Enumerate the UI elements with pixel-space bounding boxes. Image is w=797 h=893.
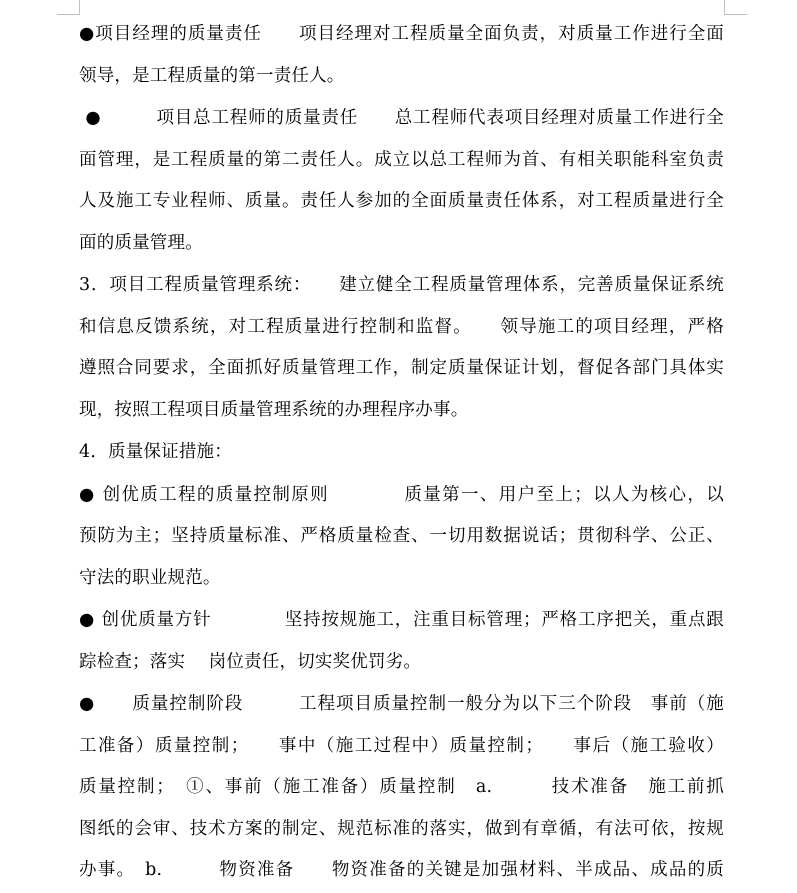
paragraph-quality-control-stages (79, 684, 724, 892)
text-line: 面的质量管理。 (79, 232, 203, 253)
text-line: 现，按照工程项目质量管理系统的办理程序办事。 (79, 399, 469, 420)
paragraph-chief-engineer-responsibility (79, 98, 724, 264)
section-heading: 4．质量保证措施： (79, 442, 232, 462)
text-line: 办事。 b. 物资准备 物资准备的关键是加强材料、半成品、成品的质 (79, 860, 724, 880)
text-line: 和信息反馈系统，对工程质量进行控制和监督。 领导施工的项目经理，严格 (79, 316, 724, 337)
text-line: ● 创优质量方针 坚持按规施工，注重目标管理；严格工序把关，重点跟 (79, 610, 724, 630)
text-line: 踪检查；落实 岗位责任，切实奖优罚劣。 (79, 651, 422, 672)
text-line: 人及施工专业程师、质量。责任人参加的全面质量责任体系，对工程质量进行全 (79, 191, 724, 211)
crop-mark-top-left (57, 0, 80, 15)
paragraph-quality-management-system (79, 265, 724, 431)
text-line: ● 质量控制阶段 工程项目质量控制一般分为以下三个阶段 事前（施 (79, 694, 724, 714)
text-line: ● 项目总工程师的质量责任 总工程师代表项目经理对质量工作进行全 (79, 108, 724, 128)
paragraph-project-manager-responsibility (79, 14, 724, 97)
paragraph-quality-assurance-heading (79, 432, 724, 474)
text-line: 工准备）质量控制； 事中（施工过程中）质量控制； 事后（施工验收） (79, 735, 724, 756)
text-line: ●项目经理的质量责任 项目经理对工程质量全面负责，对质量工作进行全面 (79, 24, 724, 44)
text-line: 质量控制； ①、事前（施工准备）质量控制 a. 技术准备 施工前抓 (79, 777, 724, 797)
text-line: ● 创优质工程的质量控制原则 质量第一、用户至上；以人为核心，以 (79, 484, 724, 505)
text-line: 图纸的会审、技术方案的制定、规范标准的落实，做到有章循，有法可依，按规 (79, 818, 724, 839)
text-line: 领导，是工程质量的第一责任人。 (79, 65, 345, 86)
paragraph-quality-policy (79, 600, 724, 683)
text-line: 预防为主；坚持质量标准、严格质量检查、一切用数据说话；贯彻科学、公正、 (79, 526, 724, 546)
text-line: 面管理，是工程质量的第二责任人。成立以总工程师为首、有相关职能科室负责 (79, 149, 724, 170)
text-line: 3．项目工程质量管理系统： 建立健全工程质量管理体系，完善质量保证系统 (79, 275, 724, 295)
crop-mark-top-right (724, 0, 747, 15)
text-line: 遵照合同要求，全面抓好质量管理工作，制定质量保证计划，督促各部门具体实 (79, 358, 724, 378)
paragraph-quality-control-principle (79, 475, 724, 600)
document-body (79, 14, 724, 893)
text-line: 守法的职业规范。 (79, 567, 221, 588)
